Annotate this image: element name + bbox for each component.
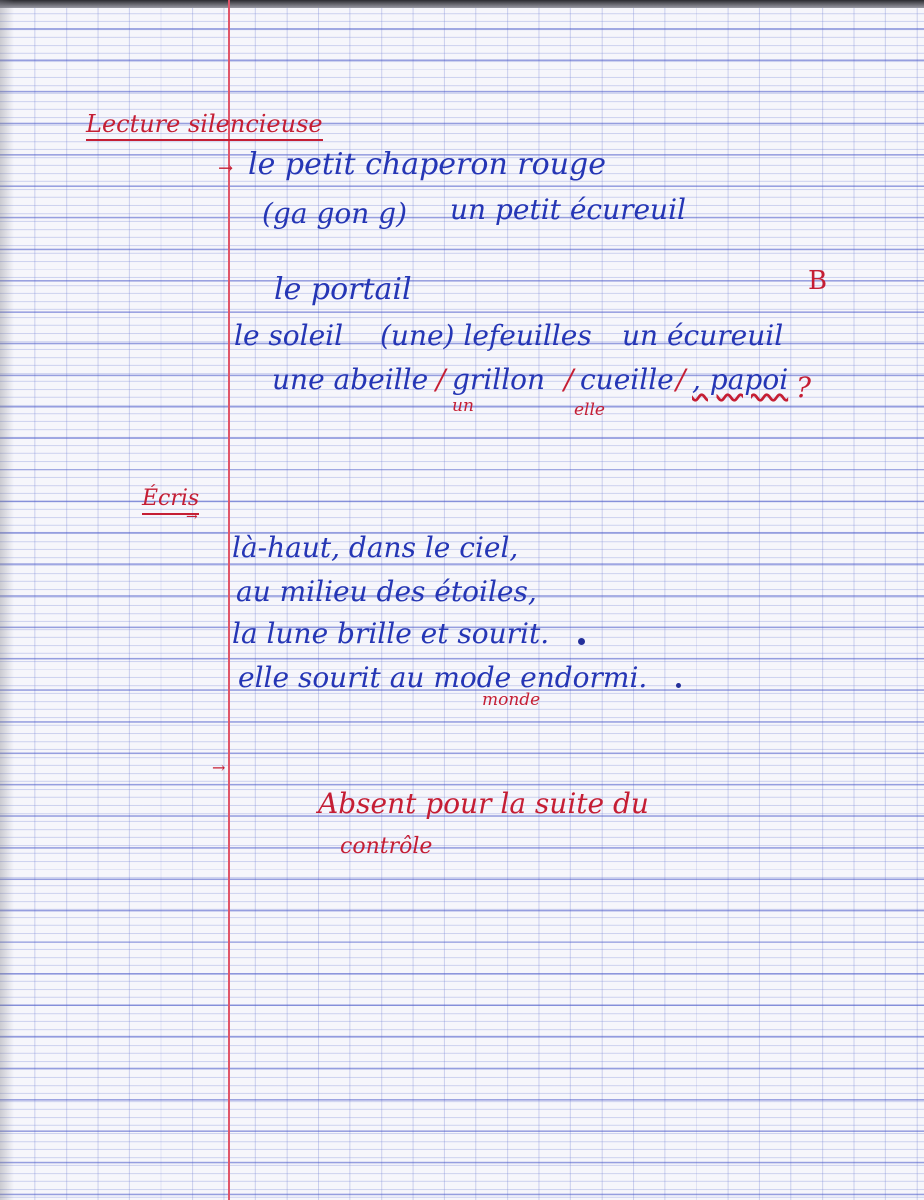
reading-line-5-a: une abeille [272,363,429,396]
correction-elle: elle [574,400,605,420]
ink-dot [578,638,585,645]
arrow-icon: → [212,758,226,777]
page-fold-shadow [0,0,14,1200]
scan-top-edge [0,0,924,8]
reading-line-3: le portail [274,272,412,307]
reading-line-5-c: cueille [580,363,674,396]
reading-line-1: le petit chaperon rouge [248,147,606,182]
correction-monde: monde [482,690,541,710]
correction-un: un [452,396,474,416]
absent-note-line-2: contrôle [340,834,433,859]
absent-note-line-1: Absent pour la suite du [318,787,649,820]
poem-line-3: la lune brille et sourit. [232,617,550,650]
reading-line-2-words: un petit écureuil [450,193,687,226]
grade-mark: B [808,266,828,296]
writing-heading: Écris [142,488,199,515]
reading-heading: Lecture silencieuse [86,112,323,141]
separator-slash: / [564,363,574,396]
ink-dot [676,683,681,688]
poem-line-2: au milieu des étoiles, [236,575,537,608]
reading-line-4-b: (une) lefeuilles [380,319,592,352]
separator-slash: / [676,363,686,396]
poem-line-4: elle sourit au mode endormi. [238,661,648,694]
reading-line-5-d: , papoi [692,363,789,396]
reading-line-4-c: un écureuil [622,319,784,352]
separator-slash: / [436,363,446,396]
arrow-icon: → [218,158,234,179]
reading-line-5-b: grillon [452,363,546,396]
poem-line-1: là-haut, dans le ciel, [232,531,519,564]
arrow-icon: → [186,509,198,525]
question-mark: ? [796,371,812,404]
margin-line [228,0,230,1200]
reading-line-4-a: le soleil [234,319,344,352]
reading-line-2-syllables: (ga gon g) [262,197,408,230]
